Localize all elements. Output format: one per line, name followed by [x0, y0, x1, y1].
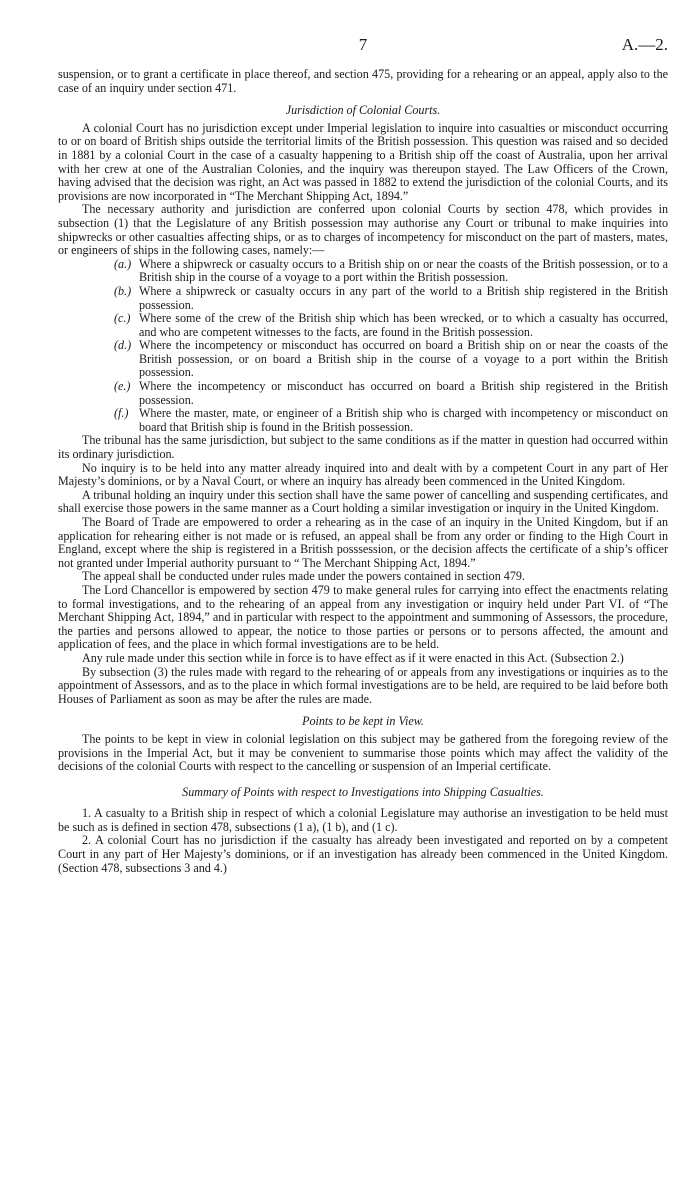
paragraph: The tribunal has the same jurisdiction, but subject to the same conditions as if the matter in question had occurred within its ordinary jurisdiction. [58, 433, 668, 462]
paragraph: The points to be kept in view in colonial legislation on this subject may be gathered from the foregoing review of the provisions in the Imperial Act, but it may be convenient to summarise those points which may affect the validity of the decisions of the colonial Courts with respect to the cancelling or suspension of an Imperial certificate. [58, 731, 668, 774]
paragraph: The Lord Chancellor is empowered by section 479 to make general rules for carrying into effect the enactments relating to formal investigations, and to the rehearing of an appeal from any investigation or inquiry held under Part VI. of “The Merchant Shipping Act, 1894,” and in particular with respect to the appointment and summoning of Assessors, the procedure, the parties and persons allowed to appear, the notice to those parties or persons or to persons affected, the amount and application of fees, and the place in which formal investigations are to be held. [58, 582, 668, 652]
list-text: Where the incompetency or misconduct has occurred on board a British ship on or near the coasts of the British possession, or on board a British ship in the course of a voyage to a port within the British possession. [139, 338, 668, 380]
list-marker: (b.) [114, 283, 132, 298]
paragraph: The Board of Trade are empowered to order a rehearing as in the case of an inquiry in the United Kingdom, but if an application for rehearing either is not made or is refused, an appeal shall be from any order or finding to the High Court in England, except where the ship is registered in a British posssession, or the decision affects the certificate of a ship’s officer not granted under Imperial authority pursuant to “ The Merchant Shipping Act, 1894.” [58, 515, 668, 570]
section-heading-jurisdiction: Jurisdiction of Colonial Courts. [285, 103, 441, 118]
list-item [114, 258, 668, 285]
document-reference: A.—2. [621, 35, 668, 54]
cases-list [114, 258, 668, 435]
summary-point-2: 2. A colonial Court has no jurisdiction if the casualty has already been investigated and reported on by a competent Court in any part of Her Majesty’s dominions, or if an investigation has already been commenced in the United Kingdom. (Section 478, subsections 3 and 4.) [58, 833, 668, 875]
list-marker: (e.) [114, 379, 131, 394]
summary-point-1: 1. A casualty to a British ship in respect of which a colonial Legislature may authorise an investigation to be held must be such as is defined in section 478, subsections (1 a), (1 b), and (1 c). [58, 806, 668, 834]
paragraph: A tribunal holding an inquiry under this section shall have the same power of cancelling and suspending certificates, and shall exercise those powers in the same manner as a Court holding a similar investigation or inquiry in the United Kingdom. [58, 487, 668, 516]
list-marker: (a.) [114, 256, 132, 271]
list-text: Where the master, mate, or engineer of a British ship who is charged with incompetency or misconduct on board that British ship is found in the British possession. [139, 406, 668, 434]
paragraph: The appeal shall be conducted under rules made under the powers contained in section 479. [82, 569, 525, 584]
list-text: Where the incompetency or misconduct has occurred on board a British ship registered in the British possession. [139, 379, 668, 407]
intro-paragraph: suspension, or to grant a certificate in place thereof, and section 475, providing for a rehearing or an appeal, apply also to the case of an inquiry under section 471. [58, 67, 668, 95]
list-marker: (f.) [114, 406, 129, 421]
list-text: Where a shipwreck or casualty occurs to a British ship on or near the coasts of the British possession, or to a British ship in the course of a voyage to a port within the British possession. [139, 256, 668, 285]
list-item [114, 380, 668, 407]
paragraph: By subsection (3) the rules made with regard to the rehearing of or appeals from any investigations or inquiries as to the appointment of Assessors, and as to the place in which formal investigations are to be held, are required to be laid before both Houses of Parliament as soon as may be after the rules are made. [58, 664, 668, 706]
list-marker: (c.) [114, 311, 131, 326]
section-heading-points: Points to be kept in View. [302, 714, 424, 729]
list-marker: (d.) [114, 338, 132, 353]
page-header [58, 35, 668, 68]
section-heading-summary: Summary of Points with respect to Investigations into Shipping Casualties. [182, 784, 544, 799]
paragraph: No inquiry is to be held into any matter already inquired into and dealt with by a competent Court in any part of Her Majesty’s dominions, or by a Naval Court, or where an inquiry has already been commenced in the United Kingdom. [58, 460, 668, 489]
paragraph: The necessary authority and jurisdiction are conferred upon colonial Courts by section 478, which provides in subsection (1) that the Legislature of any British possession may authorise any Court or tribunal to make inquiries into shipwrecks or other casualties affecting ships, or as to charges of incompetency for misconduct on the part of masters, mates, or engineers of ships in the following cases, namely:— [58, 202, 668, 258]
list-item [114, 339, 668, 380]
list-item [114, 285, 668, 312]
paragraph: A colonial Court has no jurisdiction except under Imperial legislation to inquire into casualties or misconduct occurring to or on board of British ships outside the territorial limits of the British possession. This question was raised and so decided in 1881 by a colonial Court in the case of a casualty happening to a British ship off the coast of Australia, upon her arrival with her crew at one of the Australian Colonies, and the inquiry was thereupon stayed. The Law Officers of the Crown, having advised that the decision was right, an Act was passed in 1882 to extend the jurisdiction of the colonial Courts, and its provisions are now incorporated in “The Merchant Shipping Act, 1894.” [58, 120, 668, 203]
list-text: Where some of the crew of the British ship which has been wrecked, or to which a casualty has occurred, and who are competent witnesses to the facts, are found in the British possession. [139, 311, 668, 339]
list-item [114, 312, 668, 339]
page-number: 7 [358, 35, 368, 54]
paragraph: Any rule made under this section while in force is to have effect as if it were enacted in this Act. (Subsection 2.) [82, 650, 624, 665]
list-text: Where a shipwreck or casualty occurs in any part of the world to a British ship registered in the British possession. [139, 283, 668, 312]
list-item [114, 407, 668, 434]
